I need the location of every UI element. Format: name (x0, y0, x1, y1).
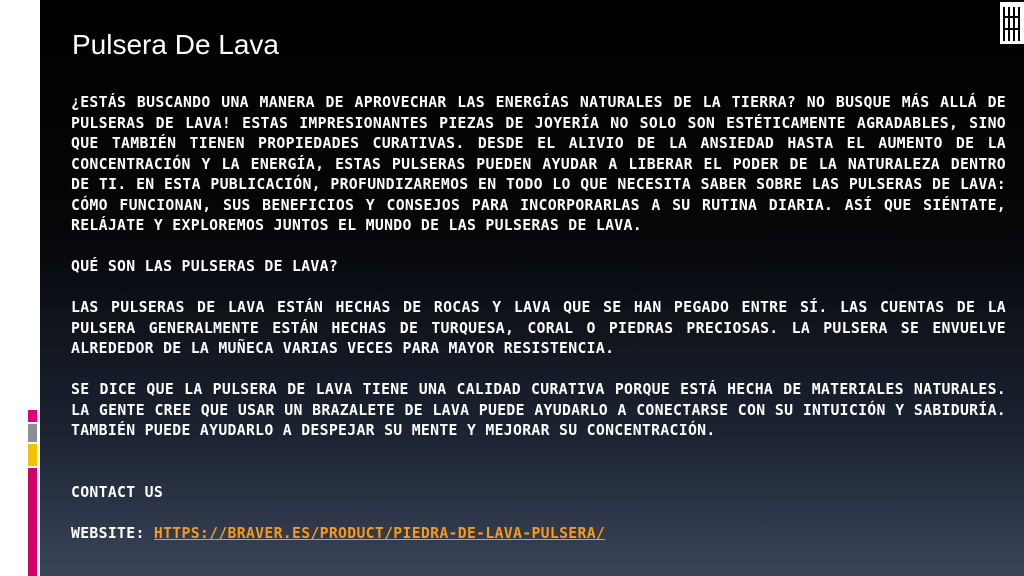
corner-grid-icon (1000, 2, 1024, 44)
accent-bars (28, 410, 37, 576)
accent-bar-yellow (28, 444, 37, 466)
accent-bar-gray (28, 424, 37, 442)
slide-body (71, 93, 1006, 565)
spacer (71, 462, 1006, 483)
paragraph-1: LAS PULSERAS DE LAVA ESTÁN HECHAS DE ROCAS Y LAVA QUE SE HAN PEGADO ENTRE SÍ. LAS CUENTAS DE LA PULSERA GENERALMENTE ESTÁN HECHAS DE TURQUESA, CORAL O PIEDRAS PRECIOSAS. LA PULSERA SE ENVUELVE ALREDEDOR DE LA MUÑECA VARIAS VECES PARA MAYOR RESISTENCIA. (71, 299, 1006, 357)
website-label: WEBSITE: (71, 524, 154, 542)
section-heading: QUÉ SON LAS PULSERAS DE LAVA? (71, 258, 339, 275)
website-link[interactable]: HTTPS://BRAVER.ES/PRODUCT/PIEDRA-DE-LAVA-PULSERA/ (153, 524, 606, 542)
contact-heading: CONTACT US (71, 483, 164, 501)
paragraph-2: SE DICE QUE LA PULSERA DE LAVA TIENE UNA CALIDAD CURATIVA PORQUE ESTÁ HECHA DE MATERIALES NATURALES. LA GENTE CREE QUE USAR UN BRAZALETE DE LAVA PUEDE AYUDARLO A CONECTARSE CON SU INTUICIÓN Y SABIDURÍA. TAMBIÉN PUEDE AYUDARLO A DESPEJAR SU MENTE Y MEJORAR SU CONCENTRACIÓN. (71, 381, 1006, 439)
accent-bar-pink (28, 468, 37, 576)
website-line (71, 524, 1006, 545)
slide-title: Pulsera De Lava (72, 29, 280, 60)
intro-paragraph: ¿ESTÁS BUSCANDO UNA MANERA DE APROVECHAR LAS ENERGÍAS NATURALES DE LA TIERRA? NO BUSQUE MÁS ALLÁ DE PULSERAS DE LAVA! ESTAS IMPRESIONANTES PIEZAS DE JOYERÍA NO SOLO SON ESTÉTICAMENTE AGRADABLES, SINO QUE TAMBIÉN TIENEN PROPIEDADES CURATIVAS. DESDE EL ALIVIO DE LA ANSIEDAD HASTA EL AUMENTO DE LA CONCENTRACIÓN Y LA ENERGÍA, ESTAS PULSERAS PUEDEN AYUDAR A LIBERAR EL PODER DE LA NATURALEZA DENTRO DE TI. EN ESTA PUBLICACIÓN, PROFUNDIZAREMOS EN TODO LO QUE NECESITA SABER SOBRE LAS PULSERAS DE LAVA: CÓMO FUNCIONAN, SUS BENEFICIOS Y CONSEJOS PARA INCORPORARLAS A SU RUTINA DIARIA. ASÍ QUE SIÉNTATE, RELÁJATE Y EXPLOREMOS JUNTOS EL MUNDO DE LAS PULSERAS DE LAVA. (71, 94, 1006, 234)
accent-bar-magenta (28, 410, 37, 422)
